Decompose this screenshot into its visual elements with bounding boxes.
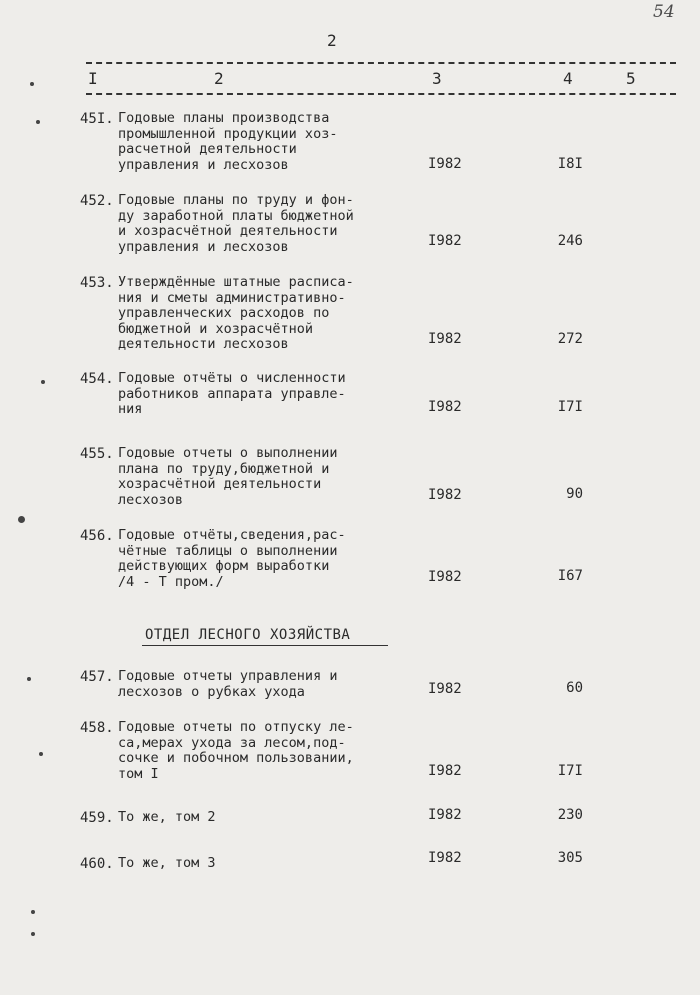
entry-year: I982: [428, 807, 462, 823]
entry-number: 452.: [80, 193, 114, 209]
entry-title: То же, том 3: [118, 855, 216, 871]
binding-mark: [18, 516, 25, 523]
entry-title: Утверждённые штатные расписа- ния и сметы административно- управленческих расходов по бюджетной и хозрасчётной деятельности лесхозов: [118, 274, 354, 353]
entry-number: 460.: [80, 856, 114, 872]
column-header-2: 2: [214, 69, 224, 88]
column-header-4: 4: [563, 69, 573, 88]
binding-mark: [41, 380, 45, 384]
entry-title: Годовые планы производства промышленной продукции хоз- расчетной деятельности управления и лесхозов: [118, 110, 338, 173]
entry-title: Годовые отчёты,сведения,рас- чётные таблицы о выполнении действующих форм выработки /4 - Т пром./: [118, 527, 346, 590]
entry-year: I982: [428, 399, 462, 415]
entry-number: 457.: [80, 669, 114, 685]
binding-mark: [31, 910, 35, 914]
entry-title: Годовые планы по труду и фон- ду заработной платы бюджетной и хозрасчётной деятельности управления и лесхозов: [118, 192, 354, 255]
entry-title: Годовые отчеты управления и лесхозов о рубках ухода: [118, 668, 338, 700]
entry-sheet-count: 246: [557, 233, 583, 249]
entry-title: То же, том 2: [118, 809, 216, 825]
binding-mark: [30, 82, 34, 86]
entry-number: 453.: [80, 275, 114, 291]
entry-number: 454.: [80, 371, 114, 387]
entry-year: I982: [428, 569, 462, 585]
entry-sheet-count: 272: [557, 331, 583, 347]
entry-sheet-count: I7I: [557, 763, 583, 779]
entry-title: Годовые отчёты о численности работников аппарата управле- ния: [118, 370, 346, 418]
entry-number: 459.: [80, 810, 114, 826]
header-top-dashed-rule: [86, 62, 676, 64]
entry-year: I982: [428, 156, 462, 172]
entry-number: 455.: [80, 446, 114, 462]
entry-title: Годовые отчеты по отпуску ле- са,мерах ухода за лесом,под- сочке и побочном пользовании, том I: [118, 719, 354, 782]
entry-sheet-count: 230: [557, 807, 583, 823]
entry-sheet-count: I8I: [557, 156, 583, 172]
entry-year: I982: [428, 331, 462, 347]
page-number: 2: [327, 31, 337, 50]
entry-year: I982: [428, 233, 462, 249]
entry-title: Годовые отчеты о выполнении плана по труду,бюджетной и хозрасчётной деятельности лесхозов: [118, 445, 338, 508]
binding-mark: [39, 752, 43, 756]
column-header-3: 3: [432, 69, 442, 88]
column-header-5: 5: [626, 69, 636, 88]
binding-mark: [31, 932, 35, 936]
section-header-underline: [142, 645, 388, 646]
entry-sheet-count: 60: [566, 680, 583, 696]
entry-sheet-count: I67: [557, 568, 583, 584]
section-header: ОТДЕЛ ЛЕСНОГО ХОЗЯЙСТВА: [145, 627, 351, 643]
column-header-1: I: [88, 69, 98, 88]
entry-year: I982: [428, 681, 462, 697]
entry-sheet-count: 305: [557, 850, 583, 866]
handwritten-sheet-number: 54: [653, 2, 675, 22]
binding-mark: [36, 120, 40, 124]
binding-mark: [27, 677, 31, 681]
entry-year: I982: [428, 763, 462, 779]
entry-number: 45I.: [80, 111, 114, 127]
header-bottom-dashed-rule: [86, 93, 676, 95]
entry-sheet-count: I7I: [557, 399, 583, 415]
entry-year: I982: [428, 850, 462, 866]
entry-number: 456.: [80, 528, 114, 544]
entry-sheet-count: 90: [566, 486, 583, 502]
entry-number: 458.: [80, 720, 114, 736]
entry-year: I982: [428, 487, 462, 503]
